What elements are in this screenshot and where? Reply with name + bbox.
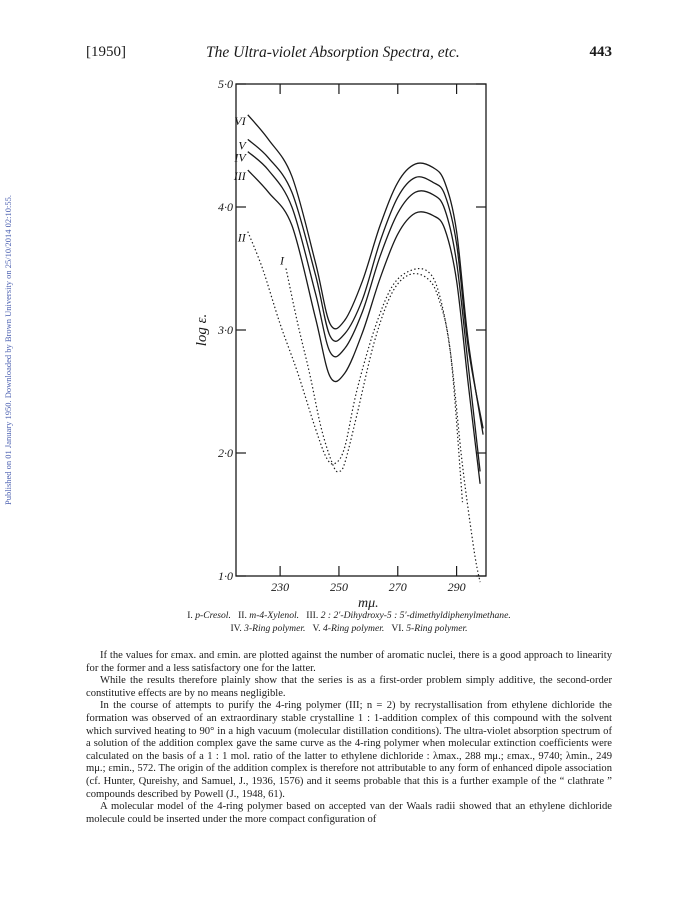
caption-item-5: V. 4-Ring polymer. (312, 623, 385, 634)
paragraph-2: While the results therefore plainly show that the series is as a first-order problem simply additive, the second-order constitutive effects are by no means negligible. (86, 675, 612, 699)
y-tick-label: 1·0 (218, 569, 233, 583)
caption-item-6: VI. 5-Ring polymer. (391, 623, 468, 634)
download-watermark: Published on 01 January 1950. Downloaded by Brown University on 25/10/2014 02:10:55. (3, 195, 13, 505)
paragraph-3: In the course of attempts to purify the 4-ring polymer (III; n = 2) by recrystallisation from ethylene dichloride the formation was observed of an extraordinary stable crystalline 1 : 1-addition complex of this compound with the solvent which survived heating to 90° in a high vacuum (molecular distillation conditions). The ultra-violet absorption spectrum of a solution of the addition complex gave the same curve as the 4-ring polymer when molecular extinction coefficients were calculated on the basis of a 1 : 1 mol. ratio of the latter to ethylene dichloride : λmax., 288 mμ.; εmax., 9740; λmin., 249 mμ.; εmin., 572. The origin of the addition complex is therefore not attributable to any form of enhanced dipole association (cf. Hunter, Qureishy, and Samuel, J., 1936, 1576) and it seems probable that this is a further example of the “ clathrate ” compounds described by Powell (J., 1948, 61). (86, 700, 612, 800)
caption-item-4: IV. 3-Ring polymer. (230, 623, 306, 634)
paragraph-4: A molecular model of the 4-ring polymer based on accepted van der Waals radii showed that an ethylene dichloride molecule could be inserted under the more compact configuration of (86, 801, 612, 825)
series-line-v (248, 139, 483, 428)
page-number: 443 (589, 44, 612, 60)
caption-item-1: I. p-Cresol. (187, 610, 231, 621)
series-line-iii (248, 170, 480, 484)
x-axis-label: mμ. (358, 596, 379, 610)
figure-caption-line-1 (86, 610, 612, 621)
page-header (86, 44, 612, 66)
y-tick-label: 5·0 (218, 77, 233, 91)
series-line-ii (248, 232, 480, 582)
y-tick-label: 2·0 (218, 446, 233, 460)
x-tick-label: 230 (271, 580, 290, 594)
caption-item-3: III. 2 : 2′-Dihydroxy-5 : 5′-dimethyldiphenylmethane. (306, 610, 511, 621)
series-label-iii: III (233, 169, 246, 184)
absorption-spectra-chart (190, 70, 500, 610)
running-title: The Ultra-violet Absorption Spectra, etc. (206, 44, 460, 61)
series-line-iv (248, 152, 480, 472)
x-tick-label: 250 (329, 580, 348, 594)
journal-year: [1950] (86, 44, 126, 60)
series-label-iv: IV (234, 150, 246, 165)
y-axis-label: log ε. (194, 313, 210, 347)
figure-caption-line-2 (86, 623, 612, 634)
y-tick-label: 3·0 (218, 323, 233, 337)
x-tick-label: 290 (447, 580, 466, 594)
y-tick-label: 4·0 (218, 200, 233, 214)
series-line-vi (248, 115, 483, 435)
series-label-i: I (280, 253, 284, 268)
caption-item-2: II. m-4-Xylenol. (238, 610, 300, 621)
x-tick-label: 270 (388, 580, 407, 594)
series-label-v: V (238, 138, 246, 153)
plot-frame (236, 84, 486, 576)
series-label-ii: II (237, 230, 246, 245)
series-label-vi: VI (234, 113, 246, 128)
paragraph-1: If the values for εmax. and εmin. are plotted against the number of aromatic nuclei, there is a good approach to linearity for the former and a less satisfactory one for the latter. (86, 650, 612, 674)
body-text (86, 650, 612, 826)
